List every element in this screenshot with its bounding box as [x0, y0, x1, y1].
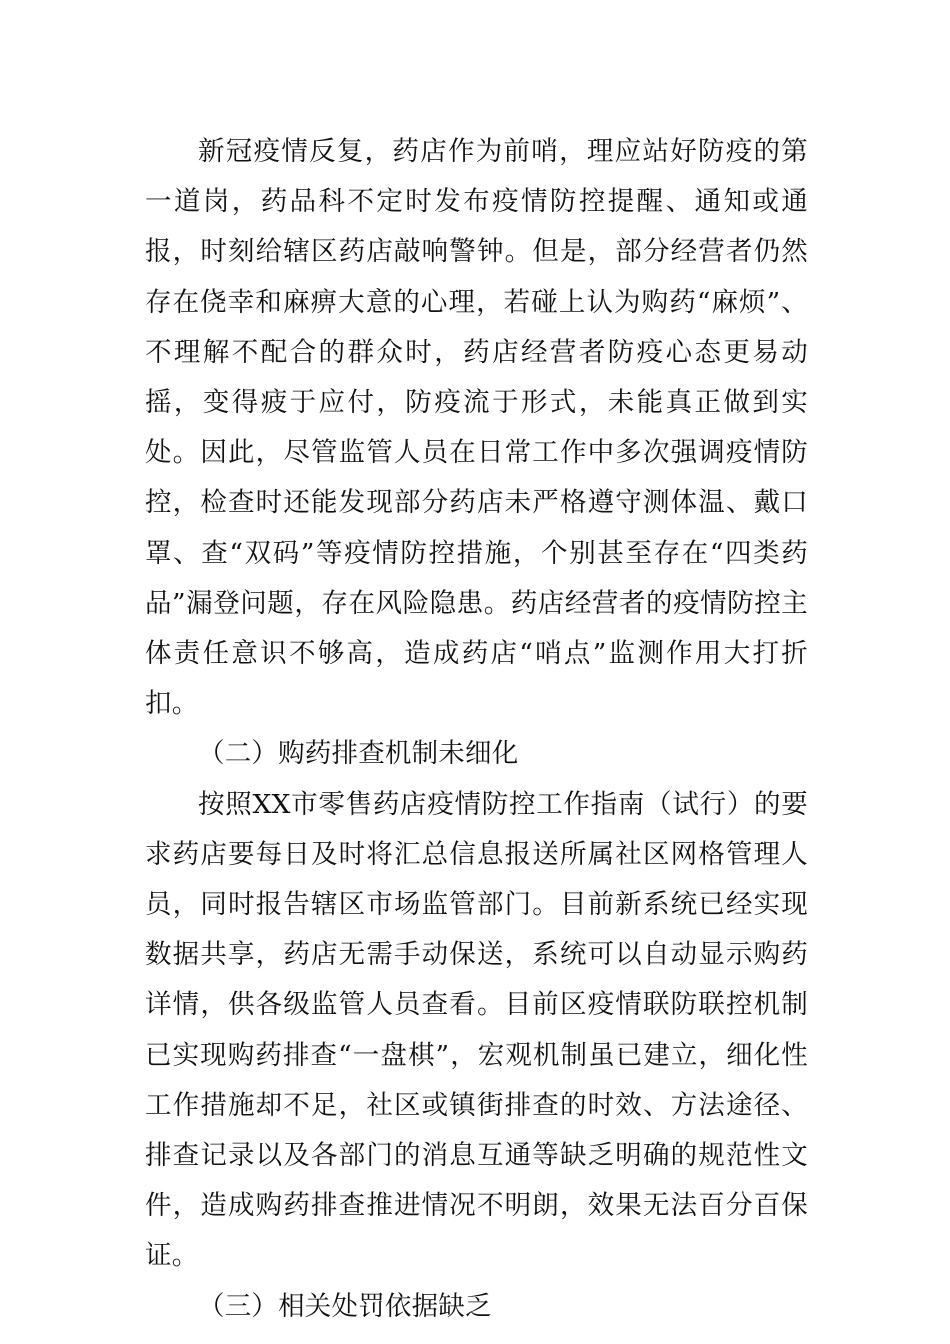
section-heading-2: （二）购药排查机制未细化 [198, 738, 519, 770]
document-body [145, 127, 808, 1332]
paragraph-drug-purchase-screening: 按照XX市零售药店疫情防控工作指南（试行）的要求药店要每日及时将汇总信息报送所属社区网格管理人员，同时报告辖区市场监管部门。目前新系统已经实现数据共享，药店无需手动保送，系统可以自动显示购药详情，供各级监管人员查看。目前区疫情联防联控机制已实现购药排查“一盘棋”，宏观机制虽已建立，细化性工作措施却不足，社区或镇街排查的时效、方法途径、排查记录以及各部门的消息互通等缺乏明确的规范性文件，造成购药排查推进情况不明朗，效果无法百分百保证。 [145, 788, 808, 1272]
paragraph-pharmacy-epidemic-responsibility: 新冠疫情反复，药店作为前哨，理应站好防疫的第一道岗，药品科不定时发布疫情防控提醒、通知或通报，时刻给辖区药店敲响警钟。但是，部分经营者仍然存在侥幸和麻痹大意的心理，若碰上认为购药“麻烦”、不理解不配合的群众时，药店经营者防疫心态更易动摇，变得疲于应付，防疫流于形式，未能真正做到实处。因此，尽管监管人员在日常工作中多次强调疫情防控，检查时还能发现部分药店未严格遵守测体温、戴口罩、查“双码”等疫情防控措施，个别甚至存在“四类药品”漏登问题，存在风险隐患。药店经营者的疫情防控主体责任意识不够高，造成药店“哨点”监测作用大打折扣。 [145, 136, 808, 720]
section-heading-3: （三）相关处罚依据缺乏 [198, 1290, 492, 1322]
